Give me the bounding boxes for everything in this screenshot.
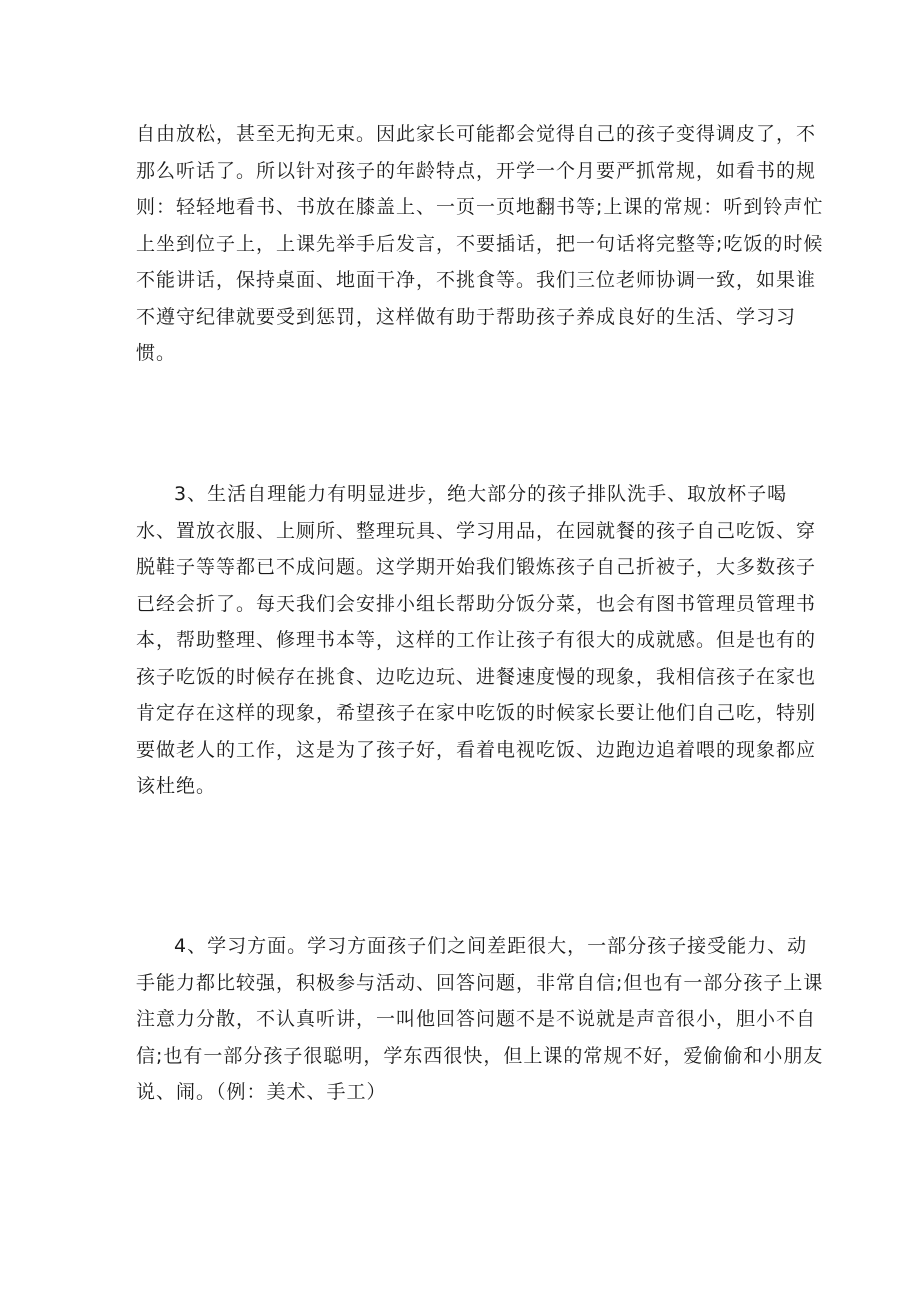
text-line: 惯。: [136, 342, 177, 364]
text-line-first: 3、生活自理能力有明显进步，绝大部分的孩子排队洗手、取放杯子喝: [174, 483, 788, 505]
text-line: 自由放松，甚至无拘无束。因此家长可能都会觉得自己的孩子变得调皮了，不: [136, 123, 817, 145]
text-line: 注意力分散，不认真听讲，一叫他回答问题不是不说就是声音很小，胆小不自: [136, 1008, 817, 1030]
text-line-first: 4、学习方面。学习方面孩子们之间差距很大，一部分孩子接受能力、动: [174, 935, 808, 957]
text-line: 本，帮助整理、修理书本等，这样的工作让孩子有很大的成就感。但是也有的: [136, 629, 817, 651]
text-line: 肯定存在这样的现象，希望孩子在家中吃饭的时候家长要让他们自己吃，特别: [136, 702, 817, 724]
text-line: 手能力都比较强，积极参与活动、回答问题，非常自信;但也有一部分孩子上课: [136, 971, 824, 994]
text-line: 说、闹。（例：美术、手工）: [136, 1081, 387, 1103]
text-line: 已经会折了。每天我们会安排小组长帮助分饭分菜，也会有图书管理员管理书: [136, 592, 817, 615]
text-line: 水、置放衣服、上厕所、整理玩具、学习用品，在园就餐的孩子自己吃饭、穿: [136, 519, 817, 542]
text-line: 则：轻轻地看书、书放在膝盖上、一页一页地翻书等;上课的常规：听到铃声忙: [136, 196, 824, 218]
text-line: 孩子吃饭的时候存在挑食、边吃边玩、进餐速度慢的现象，我相信孩子在家也: [136, 665, 817, 688]
paragraph-learning: [136, 928, 824, 1111]
paragraph-discipline: [136, 116, 824, 372]
text-line: 要做老人的工作，这是为了孩子好，看着电视吃饭、边跑边追着喂的现象都应: [136, 738, 817, 761]
text-line: 该杜绝。: [136, 775, 217, 797]
text-line: 不遵守纪律就要受到惩罚，这样做有助于帮助孩子养成良好的生活、学习习: [136, 305, 797, 328]
text-line: 上坐到位子上，上课先举手后发言，不要插话，把一句话将完整等;吃饭的时候: [136, 232, 824, 255]
paragraph-self-care: [136, 476, 817, 805]
text-line: 信;也有一部分孩子很聪明，学东西很快，但上课的常规不好，爱偷偷和小朋友: [136, 1044, 824, 1067]
text-line: 那么听话了。所以针对孩子的年龄特点，开学一个月要严抓常规，如看书的规: [136, 159, 817, 182]
text-line: 脱鞋子等等都已不成问题。这学期开始我们锻炼孩子自己折被子，大多数孩子: [136, 556, 817, 578]
text-line: 不能讲话，保持桌面、地面干净，不挑食等。我们三位老师协调一致，如果谁: [136, 269, 817, 291]
